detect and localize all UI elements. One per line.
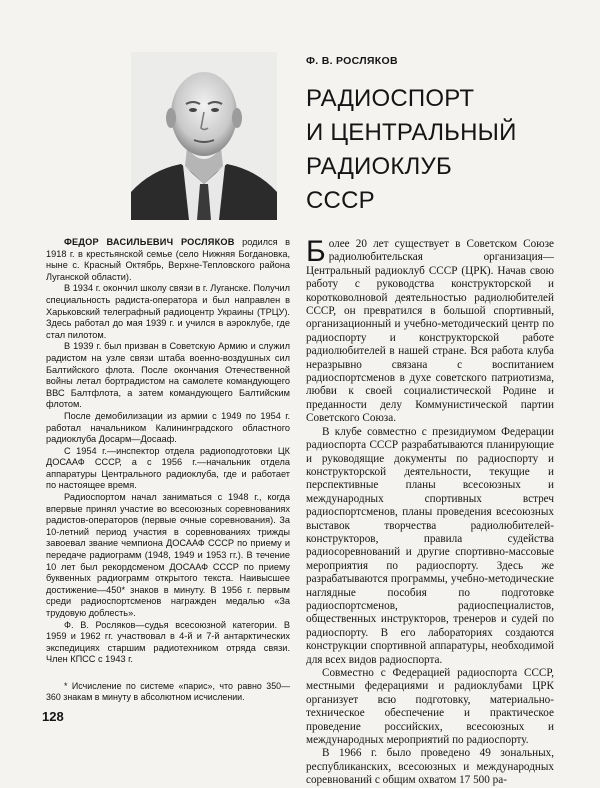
bio-paragraph-intro bbox=[46, 237, 290, 283]
title-line-2: И ЦЕНТРАЛЬНЫЙ bbox=[306, 119, 517, 146]
article-author: Ф. В. РОСЛЯКОВ bbox=[306, 55, 398, 67]
author-biography bbox=[46, 237, 290, 666]
drop-cap-letter: Б bbox=[306, 235, 326, 268]
article-paragraph: Совместно с Федерацией радиоспорта СССР, местными федерациями и радиоклубами ЦРК организует всю подготовку, материально-техническое обеспечение и практическое проведение российских, всесоюзных и международных мероприятий по радиоспорту. bbox=[306, 667, 554, 747]
title-line-3: РАДИОКЛУБ bbox=[306, 153, 452, 180]
article-paragraph: В клубе совместно с президиумом Федерации радиоспорта СССР разрабатываются планирующие и руководящие документы по радиоспорту и конструкторской деятельности, текущие и перспективные планы всесоюзных и международных спортивных встреч радиоспортсменов, планы проведения всесоюзных выставок творчества радиолюбителей-конструкторов, правила судейства радиосоревнований и другие спортивно-массовые мероприятия по радиоспорту. Здесь же разрабатываются программы, учебно-методические наглядные пособия по подготовке радиоспортсменов, радиоспециалистов, общественных инструкторов, тренеров и судей по радиоспорту. В его лабораториях создаются конструкции спортивной аппаратуры, необходимой для всех видов радиоспорта. bbox=[306, 425, 554, 666]
bio-paragraph: С 1954 г.—инспектор отдела радиоподготовки ЦК ДОСААФ СССР, а с 1956 г.—начальник отдела аппаратуры Центрального радиоклуба, где и работает по настоящее время. bbox=[46, 445, 290, 491]
article-title bbox=[306, 82, 576, 218]
bio-paragraph: В 1939 г. был призван в Советскую Армию и служил радистом на узле связи штаба военно-воздушных сил Балтийского флота. После окончания Отечественной войны летал бортрадистом на самолете командующего ВВС Балтфлота, а затем командующего Балтийским флотом. bbox=[46, 341, 290, 410]
footnote bbox=[46, 681, 290, 704]
bio-intro-text: родился в 1918 г. в крестьянской семье (село Нижняя Богдановка, ныне с. Красный Октябрь, Верхне-Тепловского района Луганской области). bbox=[46, 237, 290, 282]
title-line-4: СССР bbox=[306, 187, 375, 214]
author-portrait-photo bbox=[131, 52, 277, 220]
bio-author-name: ФЕДОР ВАСИЛЬЕВИЧ РОСЛЯКОВ bbox=[64, 237, 235, 247]
bio-paragraph: Радиоспортом начал заниматься с 1948 г., когда впервые принял участие во всесоюзных соревнованиях радистов-операторов (первые очные соревнования). За 10-летний период участия в соревнованиях трижды завоевал звание чемпиона ДОСААФ СССР по приему и передаче радиограмм (1948, 1949 и 1953 гг.). В течение 10 лет был рекордсменом ДОСААФ СССР по приему буквенных радиограмм открытого текста. Наивысшее достижение—450* знаков в минуту. В 1956 г. первым среди радиоспортсменов награжден медалью «За трудовую доблесть». bbox=[46, 492, 290, 618]
article-body bbox=[306, 235, 554, 788]
portrait-image bbox=[131, 52, 277, 220]
bio-paragraph: Ф. В. Росляков—судья всесоюзной категории. В 1959 и 1962 гг. участвовал в 4-й и 7-й антарктических экспедициях старшим радиотехником отряда связи. Член КПСС с 1943 г. bbox=[46, 619, 290, 665]
bio-paragraph: После демобилизации из армии с 1949 по 1954 г. работал начальником Калининградского областного радиоклуба Досарм—Досааф. bbox=[46, 410, 290, 445]
article-paragraph-first bbox=[306, 235, 554, 426]
article-paragraph: В 1966 г. было проведено 49 зональных, республиканских, всесоюзных и международных соревнований с общим охватом 17 500 ра- bbox=[306, 747, 554, 787]
article-first-paragraph-text: олее 20 лет существует в Советском Союзе радиолюбительская организация—Центральный радиоклуб СССР (ЦРК). Начав свою работу с руководства конструкторской и коротковолновой деятельностью радиолюбителей СССР, он превратился в большой спортивный, организационный и учебно-методический центр по радиоспорту и конструкторской работе радиолюбителей в нашей стране. Вся работа клуба неразрывно связана с воспитанием радиоспортсменов в духе советского патриотизма, любви к своей социалистической Родине и преданности делу Коммунистической партии Советского Союза. bbox=[306, 238, 554, 425]
page-number: 128 bbox=[42, 709, 64, 724]
bio-paragraph: В 1934 г. окончил школу связи в г. Луганске. Получил специальность радиста-оператора и был направлен в Харьковский телеграфный радиоцентр Украины (ТРЦУ). Здесь работал до мая 1939 г. и учился в аэроклубе, где стал пилотом. bbox=[46, 283, 290, 340]
title-line-1: РАДИОСПОРТ bbox=[306, 85, 475, 112]
footnote-text: * Исчисление по системе «парис», что равно 350—360 знакам в минуту в абсолютном исчислении. bbox=[46, 681, 290, 703]
